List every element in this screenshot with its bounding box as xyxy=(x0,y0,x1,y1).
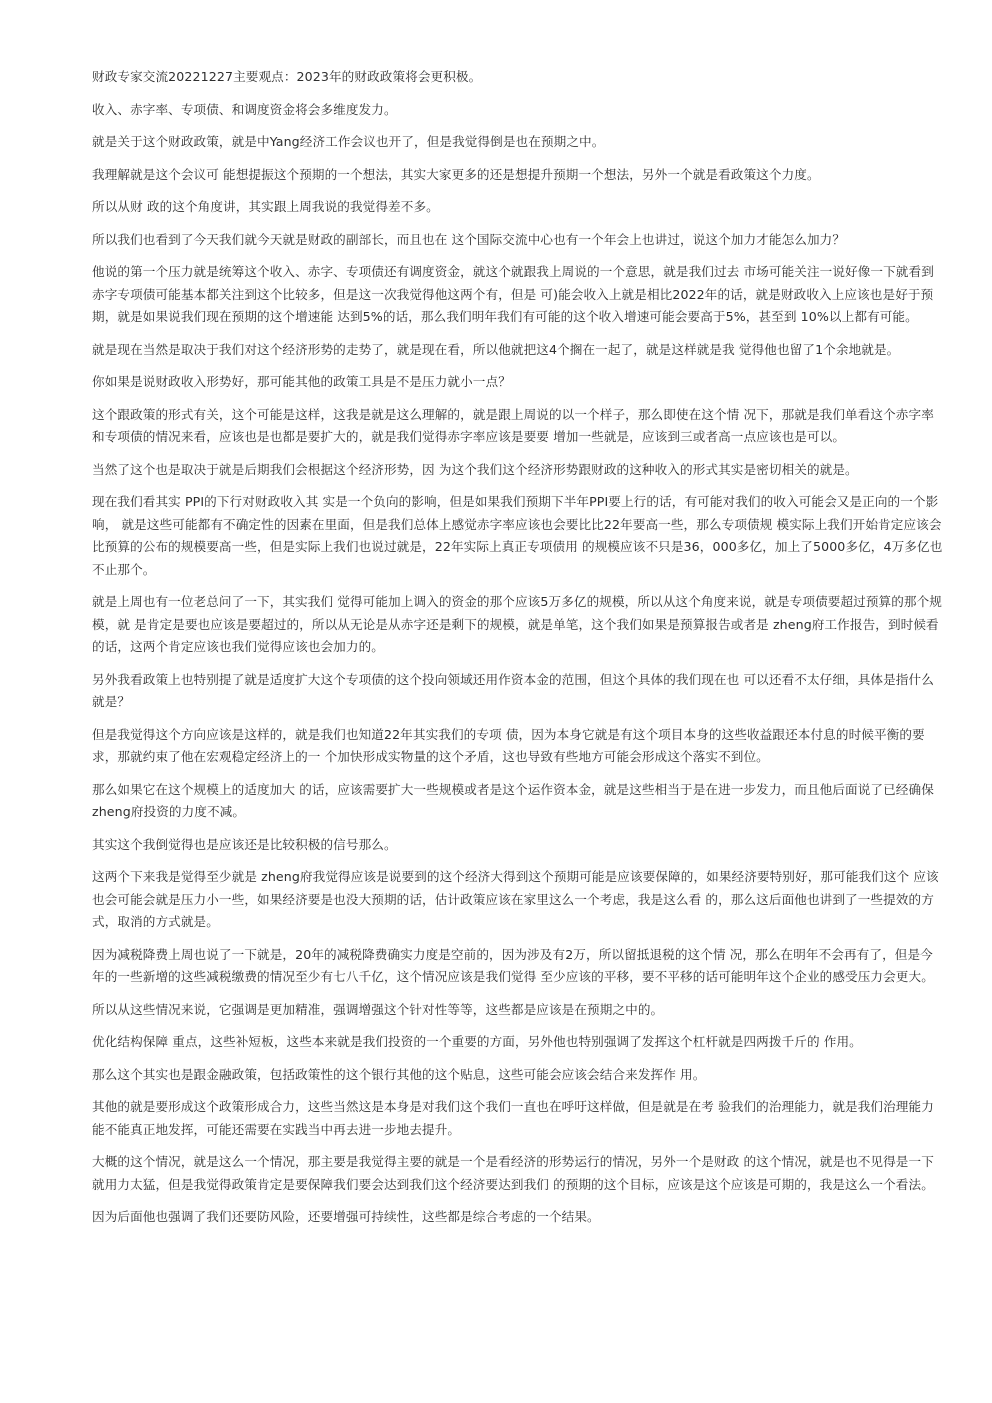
paragraph: 优化结构保障 重点，这些补短板，这些本来就是我们投资的一个重要的方面，另外他也特别强调了发挥这个杠杆就是四两拨千斤的 作用。 xyxy=(92,1034,862,1049)
paragraph: 收入、赤字率、专项债、和调度资金将会多维度发力。 xyxy=(92,101,397,117)
paragraph: 其实这个我倒觉得也是应该还是比较积极的信号那么。 xyxy=(92,836,397,852)
paragraph: 这个跟政策的形式有关，这个可能是这样，这我是就是这么理解的，就是跟上周说的以一个样子，那么即使在这个情 况下，那就是我们单看这个赤字率和专项债的情况来看，应该也是也都是要扩大的，就是我们觉得赤字率应该是要要 增加一些就是，应该到三或者高一点应该也是可以。 xyxy=(92,406,934,444)
paragraph: 那么这个其实也是跟金融政策，包括政策性的这个银行其他的这个贴息，这些可能会应该会结合来发挥作 用。 xyxy=(92,1066,706,1082)
paragraph: 他说的第一个压力就是统筹这个收入、赤字、专项债还有调度资金，就这个就跟我上周说的一个意思，就是我们过去 市场可能关注一说好像一下就看到赤字专项债可能基本都关注到这个比较多，但是这一次我觉得他这两个有，但是 可)能会收入上就是相比2022年的话，就是财政收入上应该也是好于预期，就是如果说我们现在预期的这个增速能 达到5%的话，那么我们明年我们有可能的这个收入增速可能会要高于5%，甚至到 10%以上都有可能。 xyxy=(92,264,934,324)
paragraph: 其他的就是要形成这个政策形成合力，这些当然这是本身是对我们这个我们一直也在呼吁这样做，但是就是在考 验我们的治理能力，就是我们治理能力能不能真正地发挥，可能还需要在实践当中再去进一步地去提升。 xyxy=(92,1099,934,1137)
paragraph: 所以从财 政的这个角度讲，其实跟上周我说的我觉得差不多。 xyxy=(92,199,439,214)
paragraph: 大概的这个情况，就是这么一个情况，那主要是我觉得主要的就是一个是看经济的形势运行的情况，另外一个是财政 的这个情况，就是也不见得是一下就用力太猛，但是我觉得政策肯定是要保障我们要会达到我们这个经济要达到我们 的预期的这个目标，应该是这个应该是可期的，我是这么一个看法。 xyxy=(92,1154,934,1192)
paragraph: 那么如果它在这个规模上的适度加大 的话，应该需要扩大一些规模或者是这个运作资本金，就是这些相当于是在进一步发力，而且他后面说了已经确保 zheng府投资的力度不减。 xyxy=(92,781,934,819)
paragraph: 这两个下来我是觉得至少就是 zheng府我觉得应该是说要到的这个经济大得到这个预期可能是应该要保障的，如果经济要特别好，那可能我们这个 应该也会可能会就是压力小一些，如果经济要是也没大预期的话，估计政策应该在家里这么一个考虑，我是这么看 的，那么这后面他也讲到了一些提效的方式，取消的方式就是。 xyxy=(92,869,939,929)
paragraph: 现在我们看其实 PPI的下行对财政收入其 实是一个负向的影响，但是如果我们预期下半年PPI要上行的话，有可能对我们的收入可能会又是正向的一个影响， 就是这些可能都有不确定性的因素在里面，但是我们总体上感觉赤字率应该也会要比比22年要高一些，那么专项债规 模实际上我们开始肯定应该会比预算的公布的规模要高一些，但是实际上我们也说过就是，22年实际上真正专项债用 的规模应该不只是36，000多亿，加上了5000多亿，4万多亿也不止那个。 xyxy=(92,494,943,577)
paragraph: 因为后面他也强调了我们还要防风险，还要增强可持续性，这些都是综合考虑的一个结果。 xyxy=(92,1209,600,1224)
paragraph: 就是现在当然是取决于我们对这个经济形势的走势了，就是现在看，所以他就把这4个搁在一起了，就是这样就是我 觉得他也留了1个余地就是。 xyxy=(92,341,900,357)
paragraph: 就是上周也有一位老总问了一下，其实我们 觉得可能加上调入的资金的那个应该5万多亿的规模，所以从这个角度来说，就是专项债要超过预算的那个规模，就 是肯定是要也应该是要超过的，所以从无论是从赤字还是剩下的规模，就是单笔，这个我们如果是预算报告或者是 zheng府工作报告，到时候看的话，这两个肯定应该也我们觉得应该也会加力的。 xyxy=(92,594,943,654)
paragraph: 财政专家交流20221227主要观点：2023年的财政政策将会更积极。 xyxy=(92,69,482,84)
paragraph: 但是我觉得这个方向应该是这样的，就是我们也知道22年其实我们的专项 债，因为本身它就是有这个项目本身的这些收益跟还本付息的时候平衡的要求，那就约束了他在宏观稳定经济上的一 个加快形成实物量的这个矛盾，这也导致有些地方可能会形成这个落实不到位。 xyxy=(92,726,925,764)
document-body xyxy=(92,66,944,1239)
paragraph: 另外我看政策上也特别提了就是适度扩大这个专项债的这个投向领域还用作资本金的范围，但这个具体的我们现在也 可以还看不太仔细，具体是指什么就是？ xyxy=(92,671,934,709)
paragraph: 你如果是说财政收入形势好，那可能其他的政策工具是不是压力就小一点？ xyxy=(92,374,511,389)
paragraph: 我理解就是这个会议可 能想提振这个预期的一个想法，其实大家更多的还是想提升预期一个想法，另外一个就是看政策这个力度。 xyxy=(92,166,820,182)
paragraph: 所以我们也看到了今天我们就今天就是财政的副部长，而且也在 这个国际交流中心也有一个年会上也讲过，说这个加力才能怎么加力？ xyxy=(92,231,846,247)
paragraph: 当然了这个也是取决于就是后期我们会根据这个经济形势，因 为这个我们这个经济形势跟财政的这种收入的形式其实是密切相关的就是。 xyxy=(92,461,858,477)
paragraph: 就是关于这个财政政策，就是中Yang经济工作会议也开了，但是我觉得倒是也在预期之中。 xyxy=(92,134,605,149)
paragraph: 因为减税降费上周也说了一下就是，20年的减税降费确实力度是空前的，因为涉及有2万，所以留抵退税的这个情 况，那么在明年不会再有了，但是今年的一些新增的这些减税缴费的情况至少有七八千亿，这个情况应该是我们觉得 至少应该的平移，要不平移的话可能明年这个企业的感受压力会更大。 xyxy=(92,946,934,984)
paragraph: 所以从这些情况来说，它强调是更加精准，强调增强这个针对性等等，这些都是应该是在预期之中的。 xyxy=(92,1001,664,1017)
